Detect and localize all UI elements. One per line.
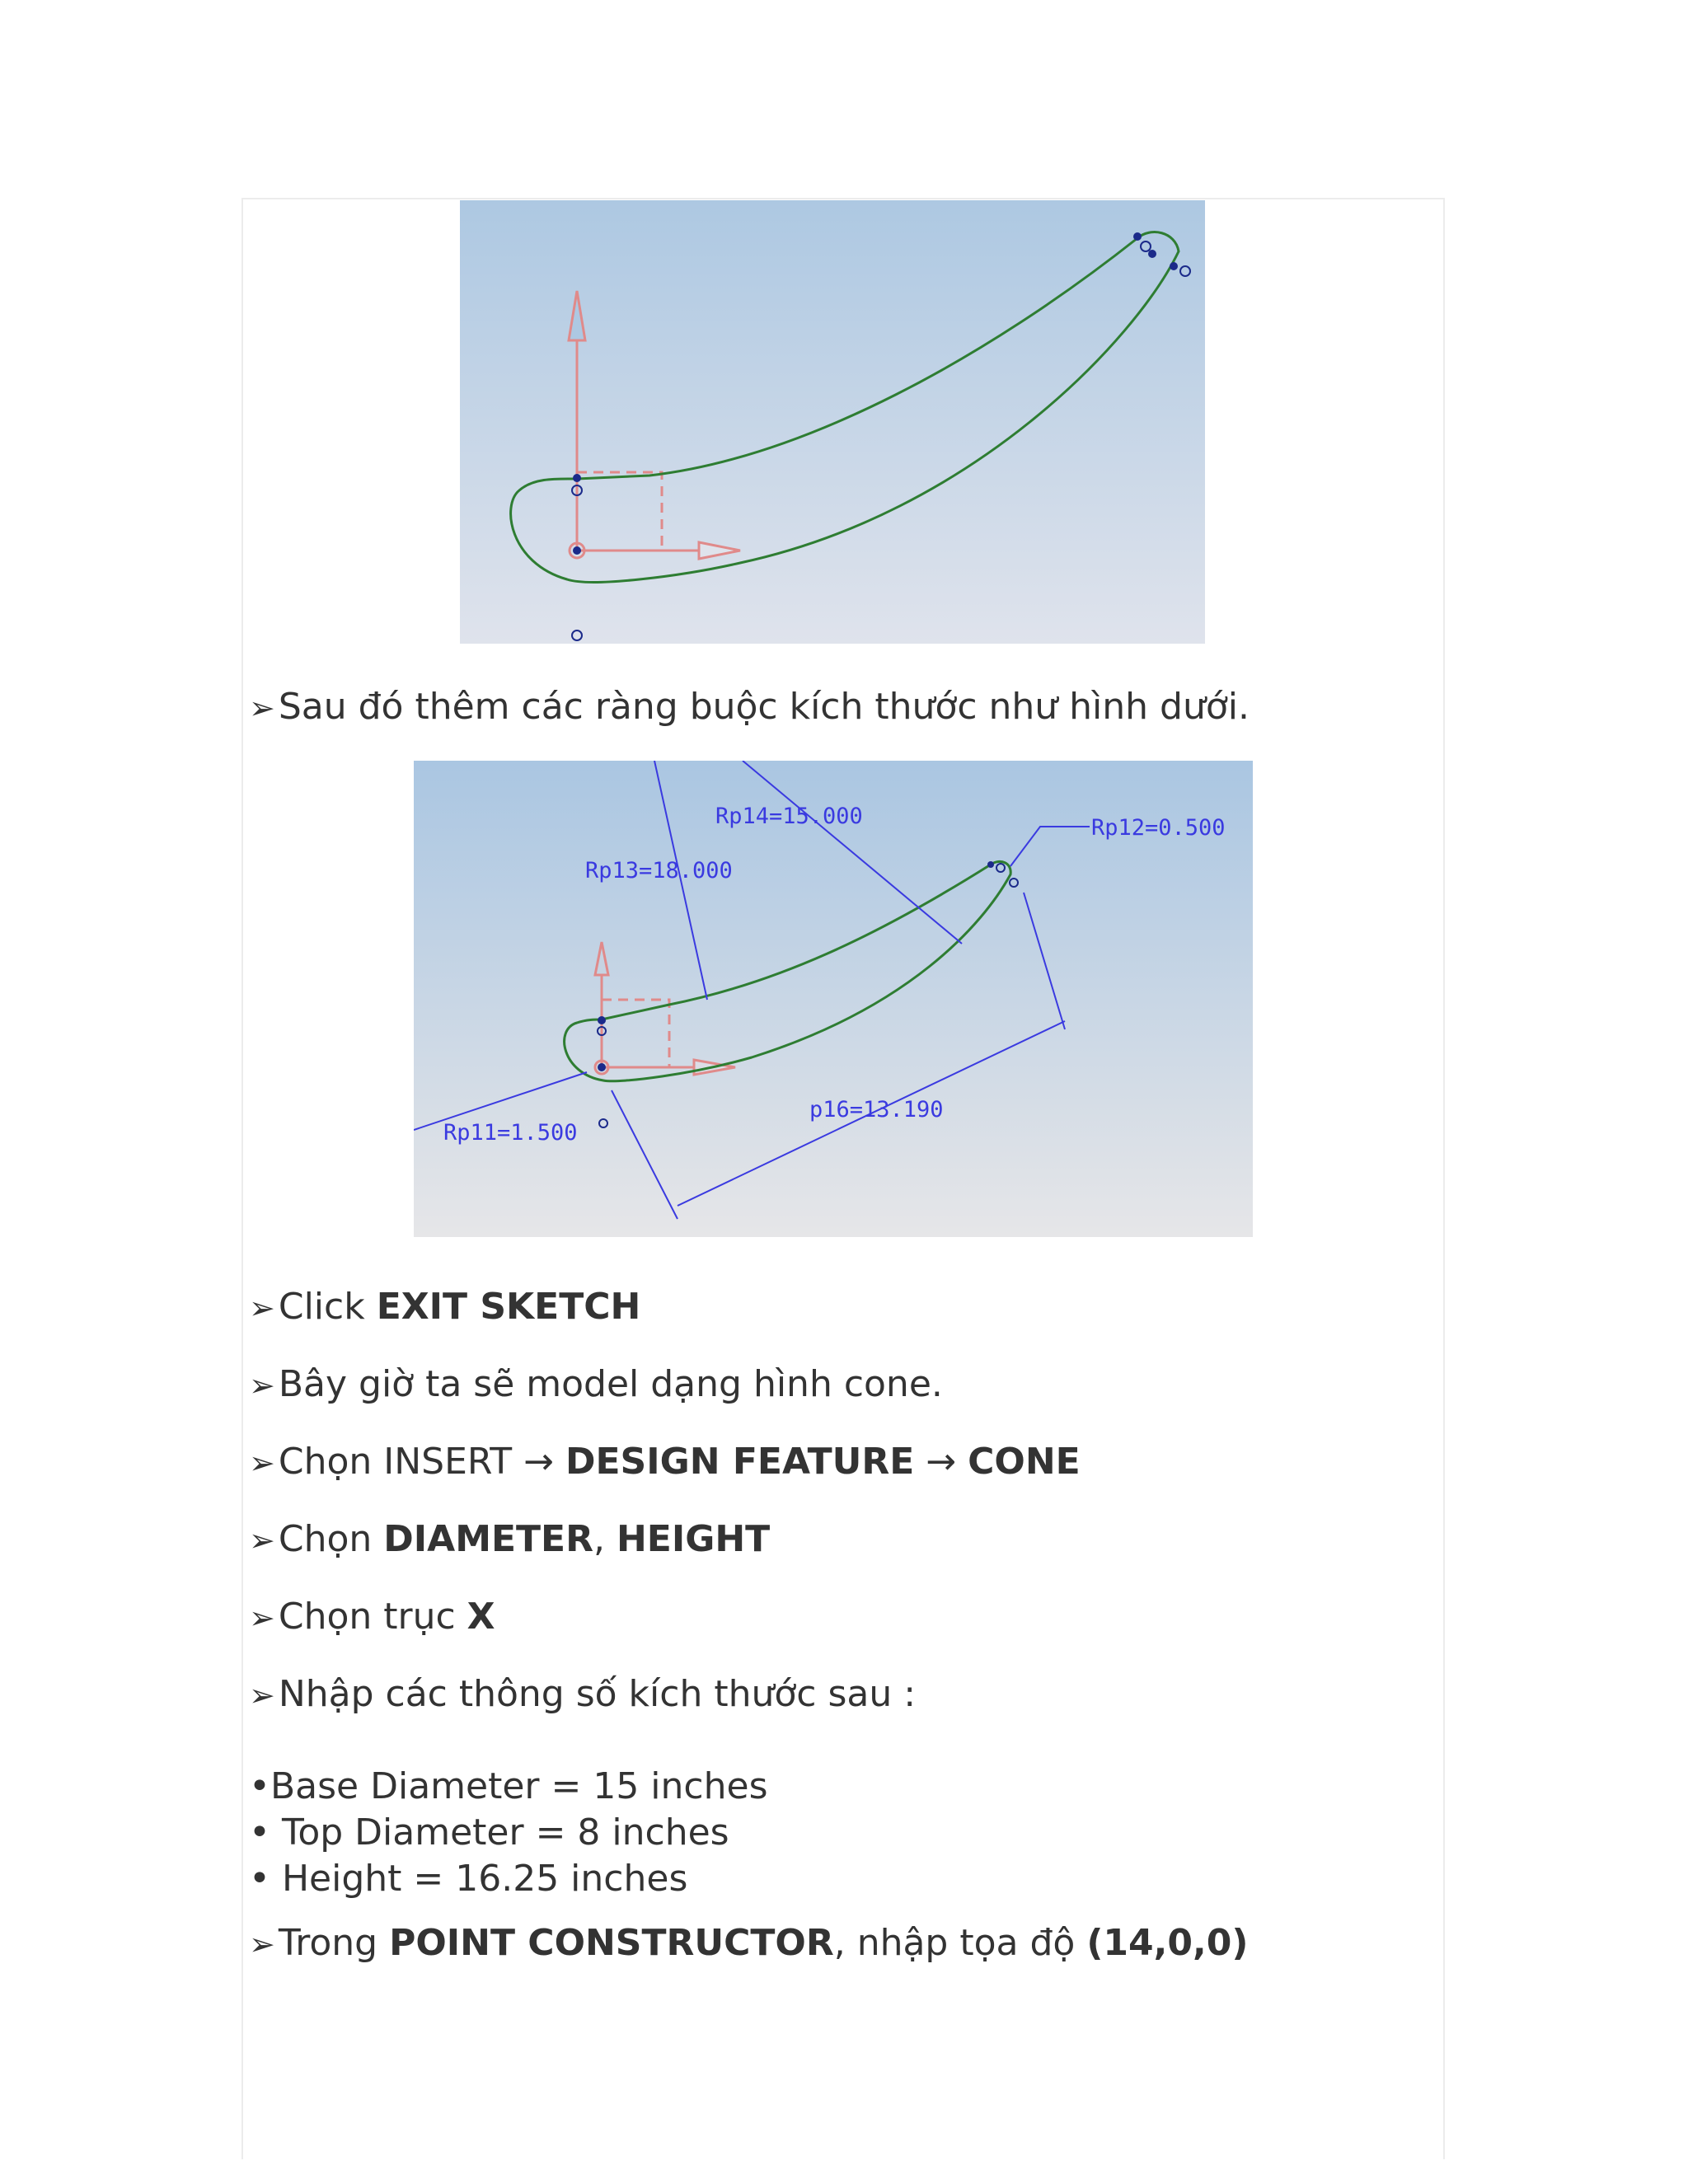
- text-line-3: ➢Bây giờ ta sẽ model dạng hình cone.: [249, 1363, 943, 1405]
- dim-label-rp13: Rp13=18.000: [585, 858, 733, 883]
- arrow-bullet-icon: ➢: [249, 1926, 275, 1962]
- dim-label-p16: p16=13.190: [809, 1097, 944, 1122]
- text-line-5: ➢Chọn DIAMETER, HEIGHT: [249, 1518, 771, 1560]
- dim-label-rp14: Rp14=15.000: [715, 804, 863, 829]
- parameter-list: [249, 1764, 768, 1902]
- arrow-bullet-icon: ➢: [249, 1600, 275, 1636]
- arrow-bullet-icon: ➢: [249, 1522, 275, 1558]
- dim-label-rp12: Rp12=0.500: [1091, 815, 1226, 841]
- figure1-background: [460, 200, 1205, 644]
- list-item: •Base Diameter = 15 inches: [249, 1765, 768, 1807]
- arrow-bullet-icon: ➢: [249, 690, 275, 726]
- list-item: • Top Diameter = 8 inches: [249, 1811, 729, 1854]
- text-line-6: ➢Chọn trục X: [249, 1596, 495, 1638]
- text-line-7: ➢Nhập các thông số kích thước sau :: [249, 1673, 917, 1715]
- dim-label-rp11: Rp11=1.500: [443, 1120, 578, 1146]
- text-line-8: ➢Trong POINT CONSTRUCTOR, nhập tọa độ (14,0,0): [249, 1922, 1249, 1964]
- list-item: • Height = 16.25 inches: [249, 1858, 688, 1900]
- text-line-2: ➢Click EXIT SKETCH: [249, 1286, 641, 1328]
- arrow-bullet-icon: ➢: [249, 1367, 275, 1404]
- arrow-bullet-icon: ➢: [249, 1677, 275, 1713]
- arrow-bullet-icon: ➢: [249, 1445, 275, 1481]
- sketch-figure-1: [460, 200, 1205, 644]
- text-line-1: ➢Sau đó thêm các ràng buộc kích thước như hình dưới.: [249, 686, 1250, 728]
- text-line-4: ➢Chọn INSERT → DESIGN FEATURE → CONE: [249, 1441, 1081, 1483]
- sketch-figure-2: [414, 761, 1253, 1237]
- arrow-bullet-icon: ➢: [249, 1290, 275, 1326]
